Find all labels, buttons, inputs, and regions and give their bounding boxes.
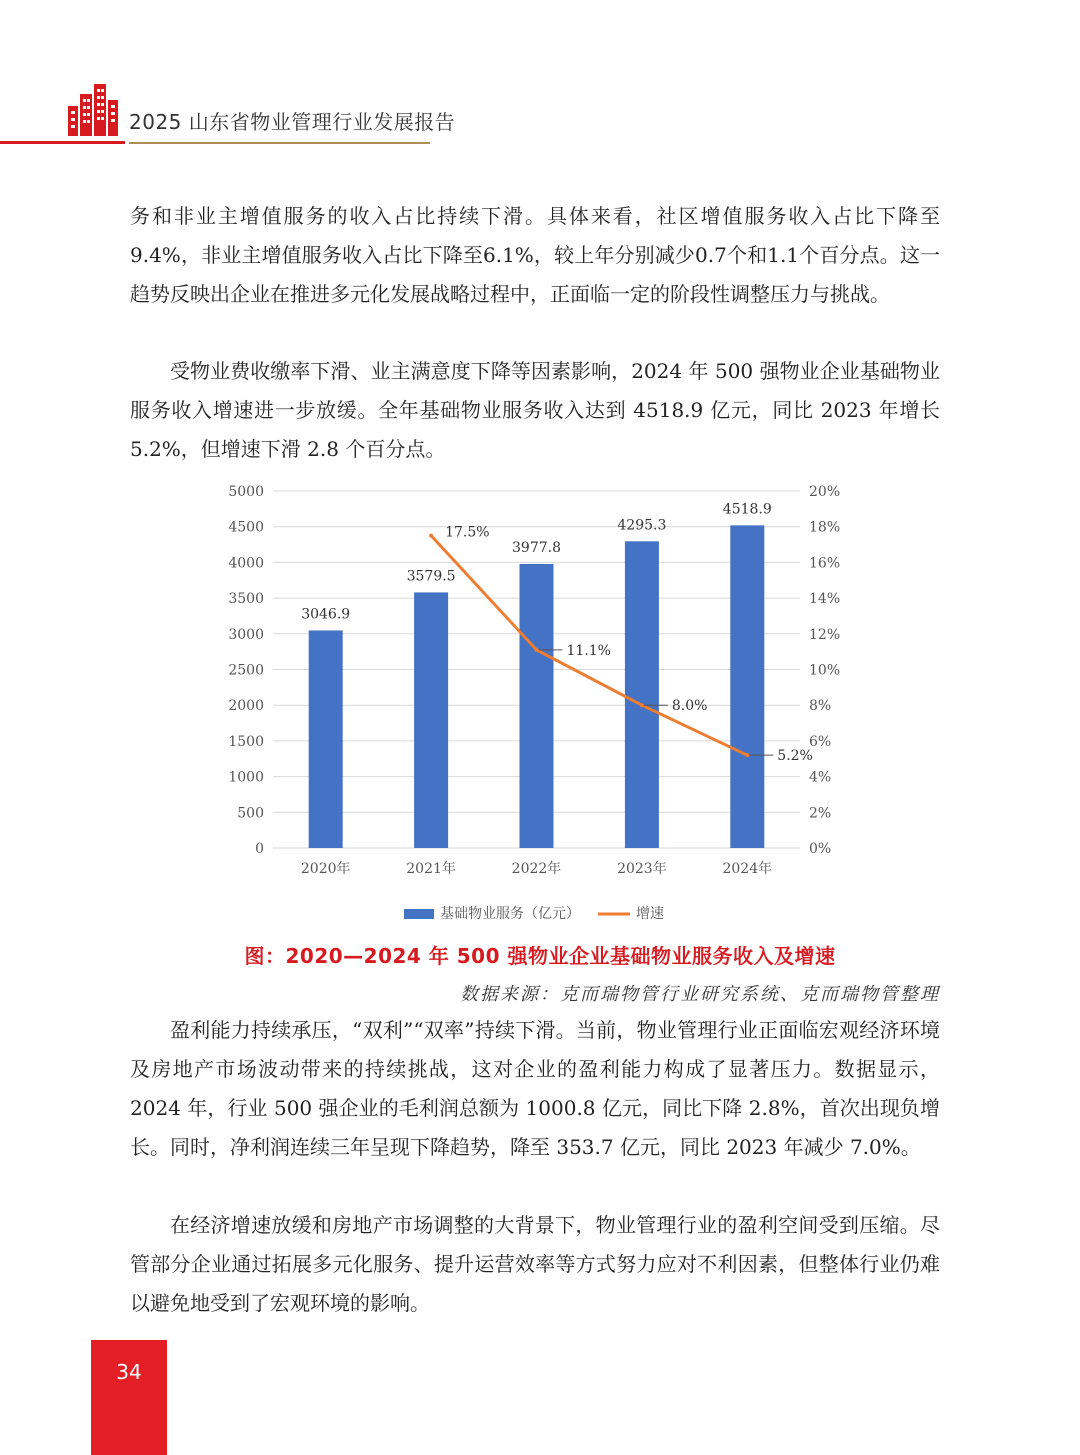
left-axis-tick-label: 4500 xyxy=(228,519,264,536)
paragraph-2: 受物业费收缴率下滑、业主满意度下降等因素影响，2024 年 500 强物业企业基础物业服务收入增速进一步放缓。全年基础物业服务收入达到 4518.9 亿元，同比 2023 年增长 5.2%，但增速下滑 2.8 个百分点。 xyxy=(130,359,940,461)
legend-bar-label: 基础物业服务（亿元） xyxy=(440,906,580,922)
header-rule-gold xyxy=(129,142,430,144)
x-axis-tick-label: 2020年 xyxy=(300,861,351,877)
legend-line-label: 增速 xyxy=(636,906,664,922)
left-axis-tick-label: 500 xyxy=(237,805,264,822)
right-axis-tick-label: 20% xyxy=(809,484,841,500)
growth-point xyxy=(745,753,749,757)
paragraph-1: 务和非业主增值服务的收入占比持续下滑。具体来看，社区增值服务收入占比下降至9.4%，非业主增值服务收入占比下降至6.1%，较上年分别减少0.7个和1.1个百分点。这一趋势反映出企业在推进多元化发展战略过程中，正面临一定的阶段性调整压力与挑战。 xyxy=(130,204,940,306)
left-axis-tick-label: 4000 xyxy=(228,555,264,572)
left-axis-tick-label: 3000 xyxy=(228,626,264,643)
bar-data-label: 4518.9 xyxy=(722,501,772,518)
growth-point xyxy=(429,534,433,538)
page-header xyxy=(0,0,1080,150)
bar xyxy=(520,564,554,848)
page-number-tab xyxy=(91,1340,167,1455)
bar xyxy=(414,592,448,848)
data-source: 数据来源：克而瑞物管行业研究系统、克而瑞物管整理 xyxy=(460,984,940,1005)
revenue-growth-chart xyxy=(200,475,880,935)
paragraph-4: 在经济增速放缓和房地产市场调整的大背景下，物业管理行业的盈利空间受到压缩。尽管部分企业通过拓展多元化服务、提升运营效率等方式努力应对不利因素，但整体行业仍难以避免地受到了宏观环境的影响。 xyxy=(130,1213,940,1315)
right-axis-tick-label: 6% xyxy=(809,733,832,750)
right-axis-tick-label: 2% xyxy=(809,805,832,822)
growth-point xyxy=(535,648,539,652)
report-title: 2025 山东省物业管理行业发展报告 xyxy=(129,110,456,134)
header-rule-red xyxy=(0,141,125,144)
bar-data-label: 4295.3 xyxy=(617,517,667,534)
right-axis-tick-label: 10% xyxy=(809,662,841,679)
left-axis-tick-label: 5000 xyxy=(228,484,264,500)
left-axis-tick-label: 1500 xyxy=(228,733,264,750)
growth-point xyxy=(640,703,644,707)
growth-data-label: 17.5% xyxy=(445,524,490,541)
x-axis-tick-label: 2021年 xyxy=(406,861,456,877)
x-axis-tick-label: 2024年 xyxy=(722,861,773,877)
bar xyxy=(730,525,764,848)
growth-data-label: 8.0% xyxy=(671,698,708,715)
left-axis-tick-label: 0 xyxy=(255,841,264,857)
bar-data-label: 3046.9 xyxy=(301,606,351,623)
bar xyxy=(309,630,343,848)
legend-bar-swatch xyxy=(404,909,434,919)
page-number: 34 xyxy=(116,1360,142,1384)
left-axis-tick-label: 2500 xyxy=(228,662,264,679)
right-axis-tick-label: 4% xyxy=(809,769,832,786)
right-axis-tick-label: 18% xyxy=(809,519,841,536)
bar-data-label: 3977.8 xyxy=(512,539,561,556)
x-axis-tick-label: 2022年 xyxy=(511,861,562,877)
growth-data-label: 5.2% xyxy=(777,748,813,765)
building-icon xyxy=(64,84,120,136)
left-axis-tick-label: 2000 xyxy=(228,698,264,715)
left-axis-tick-label: 1000 xyxy=(228,769,264,786)
right-axis-tick-label: 0% xyxy=(809,841,832,857)
right-axis-tick-label: 8% xyxy=(809,698,832,715)
chart-caption: 图：2020—2024 年 500 强物业企业基础物业服务收入及增速 xyxy=(244,944,836,968)
bar-data-label: 3579.5 xyxy=(406,568,456,585)
left-axis-tick-label: 3500 xyxy=(228,591,264,608)
right-axis-tick-label: 14% xyxy=(809,591,841,608)
growth-data-label: 11.1% xyxy=(566,642,611,659)
paragraph-3: 盈利能力持续承压，“双利”“双率”持续下滑。当前，物业管理行业正面临宏观经济环境及房地产市场波动带来的持续挑战，这对企业的盈利能力构成了显著压力。数据显示，2024 年，行业 500 强企业的毛利润总额为 1000.8 亿元，同比下降 2.8%，首次出现负增长。同时，净利润连续三年呈现下降趋势，降至 353.7 亿元，同比 2023 年减少 7.0%。 xyxy=(130,1018,940,1159)
right-axis-tick-label: 16% xyxy=(809,555,841,572)
bar xyxy=(625,541,659,848)
right-axis-tick-label: 12% xyxy=(809,626,841,643)
x-axis-tick-label: 2023年 xyxy=(617,861,667,877)
